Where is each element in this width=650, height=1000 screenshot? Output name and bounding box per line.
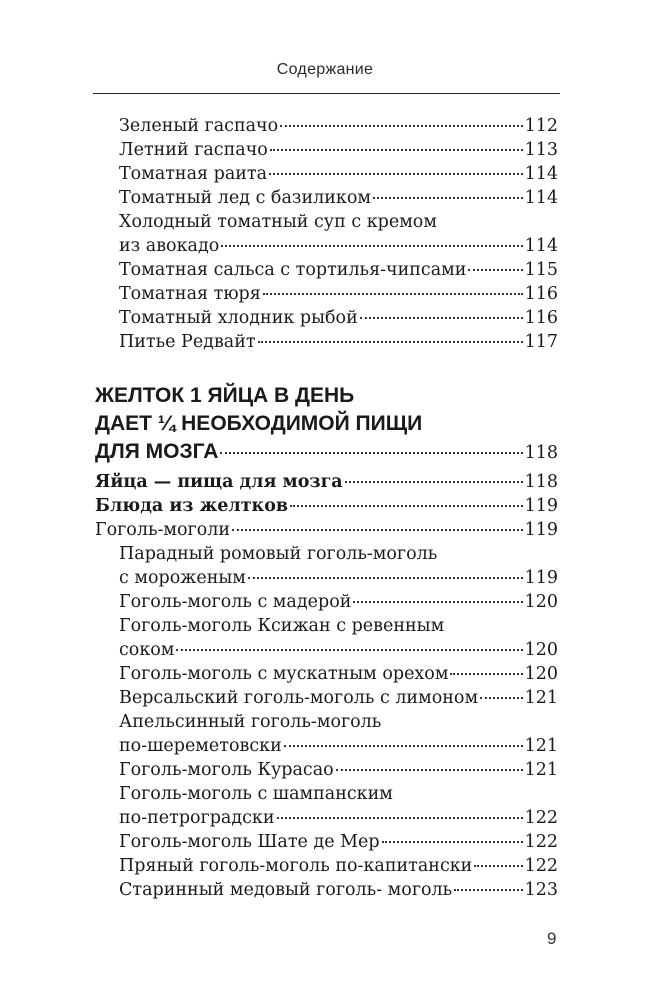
toc-entry-page: 119 [524, 520, 558, 540]
leader-dots [454, 889, 522, 891]
toc-entry[interactable] [119, 138, 558, 162]
toc-entry-title: Томатная раита [119, 164, 268, 184]
leader-dots [360, 317, 523, 319]
toc-entry-page: 119 [524, 568, 558, 588]
toc-entry[interactable] [95, 494, 558, 518]
toc-entry[interactable] [119, 114, 558, 138]
toc-entry-title: Питье Редвайт [119, 332, 256, 352]
toc-entry[interactable] [119, 782, 558, 830]
toc-entry-title-line1: Гоголь-моголь с шампанским [119, 784, 393, 804]
toc-entry-page: 121 [524, 736, 558, 756]
toc-entry-title: Гоголь-моголи [95, 520, 231, 540]
leader-dots [284, 745, 523, 747]
toc-entry-title: Томатная сальса с тортилья-чипсами [119, 260, 467, 280]
toc-entry-title-line1: Апельсинный гоголь-моголь [119, 712, 382, 732]
toc-entry-title: Гоголь-моголь Курасао [119, 760, 334, 780]
toc-entry[interactable] [119, 210, 558, 258]
toc-entry[interactable] [119, 686, 558, 710]
toc-entry-title: Старинный медовый гоголь- моголь [119, 880, 453, 900]
toc-entry[interactable] [119, 878, 558, 902]
toc-entry[interactable] [119, 830, 558, 854]
toc-entry-page: 121 [524, 760, 558, 780]
leader-dots [480, 697, 523, 699]
toc-entry[interactable] [119, 614, 558, 662]
toc-entry[interactable] [119, 306, 558, 330]
toc-entry-title: соком [119, 640, 175, 660]
toc-entry-title: по-петроградски [119, 808, 275, 828]
toc-entry-title: с мороженым [119, 568, 246, 588]
toc-entry-page: 118 [524, 472, 558, 492]
toc-entry-page: 114 [524, 188, 558, 208]
toc-entry[interactable] [119, 282, 558, 306]
toc-entry-title: Яйца — пища для мозга [95, 472, 343, 492]
section-heading-line2: ДАЕТ ¼ НЕОБХОДИМОЙ ПИЩИ [95, 412, 423, 435]
toc-entry-page: 116 [524, 308, 558, 328]
leader-dots [280, 125, 522, 127]
toc-entry-title: Гоголь-моголь с мадерой [119, 592, 352, 612]
toc-entry-page: 120 [524, 664, 558, 684]
header-rule [93, 93, 560, 94]
toc-entry[interactable] [119, 590, 558, 614]
toc-entry-title-line1: Холодный томатный суп с кремом [119, 212, 437, 232]
toc-entry[interactable] [119, 710, 558, 758]
leader-dots [353, 601, 522, 603]
toc-entry-page: 115 [524, 260, 558, 280]
toc-group-2 [95, 542, 558, 902]
toc-entry[interactable] [119, 330, 558, 354]
toc-entry-page: 123 [524, 880, 558, 900]
section-spacer [95, 354, 558, 382]
toc-entry-title: Блюда из желтков [95, 496, 289, 516]
leader-dots [248, 577, 523, 579]
toc-entry-title: Версальский гоголь-моголь с лимоном [119, 688, 479, 708]
toc-entry-title-line1: Гоголь-моголь Ксижан с ревенным [119, 616, 445, 636]
page-number: 9 [547, 929, 557, 948]
leader-dots [468, 269, 522, 271]
toc-entry[interactable] [95, 518, 558, 542]
toc-entry-title: Гоголь-моголь с мускатным орехом [119, 664, 449, 684]
leader-dots [336, 769, 523, 771]
toc-entry-page: 112 [524, 116, 558, 136]
toc-subsection [95, 518, 558, 542]
leader-dots [345, 481, 523, 483]
toc-entry-title: Пряный гоголь-моголь по-капитански [119, 856, 473, 876]
toc-entry-title: Летний гаспачо [119, 140, 268, 160]
leader-dots [277, 817, 523, 819]
toc-entry[interactable] [119, 542, 558, 590]
toc-entry-title: по-шереметовски [119, 736, 282, 756]
toc-entry-page: 114 [524, 236, 558, 256]
leader-dots [270, 149, 523, 151]
toc-entry-page: 116 [524, 284, 558, 304]
leader-dots [220, 452, 522, 454]
toc-entry[interactable] [119, 854, 558, 878]
leader-dots [232, 529, 523, 531]
toc-group-1 [95, 114, 558, 354]
toc-entry-page: 113 [524, 140, 558, 160]
toc-entry-title-line1: Парадный ромовый гоголь-моголь [119, 544, 438, 564]
toc-entry-page: 122 [524, 808, 558, 828]
leader-dots [373, 197, 523, 199]
toc-entry-page: 117 [524, 332, 558, 352]
toc-entry[interactable] [119, 162, 558, 186]
running-header: Содержание [276, 61, 374, 78]
section-heading-page: 118 [524, 443, 558, 463]
section-heading[interactable] [95, 382, 558, 466]
leader-dots [221, 245, 522, 247]
toc-entry[interactable] [119, 662, 558, 686]
leader-dots [176, 649, 522, 651]
toc-entry-title: Томатный лед с базиликом [119, 188, 371, 208]
toc-entry-page: 122 [524, 856, 558, 876]
toc-entry[interactable] [119, 186, 558, 210]
toc-entry-page: 114 [524, 164, 558, 184]
toc-entry-title: Гоголь-моголь Шате де Мер [119, 832, 380, 852]
leader-dots [269, 173, 523, 175]
toc-entry-title: Томатный хлодник рыбой [119, 308, 358, 328]
toc-entry-page: 120 [524, 592, 558, 612]
section-heading-line1: ЖЕЛТОК 1 ЯЙЦА В ДЕНЬ [95, 384, 355, 407]
toc-entry-page: 121 [524, 688, 558, 708]
toc-entry-page: 122 [524, 832, 558, 852]
leader-dots [263, 293, 523, 295]
leader-dots [474, 865, 522, 867]
toc-entry[interactable] [95, 470, 558, 494]
toc-bold-items [95, 470, 558, 518]
toc-entry-title: Зеленый гаспачо [119, 116, 279, 136]
toc-entry-title: Томатная тюря [119, 284, 261, 304]
toc-entry-page: 119 [524, 496, 558, 516]
toc-entry[interactable] [119, 258, 558, 282]
leader-dots [382, 841, 523, 843]
section-heading-line3: ДЛЯ МОЗГА [95, 440, 219, 463]
toc-entry[interactable] [119, 758, 558, 782]
toc-entry-title: из авокадо [119, 236, 220, 256]
toc-entry-page: 120 [524, 640, 558, 660]
leader-dots [258, 341, 523, 343]
leader-dots [290, 505, 523, 507]
leader-dots [450, 673, 522, 675]
table-of-contents [95, 114, 558, 902]
